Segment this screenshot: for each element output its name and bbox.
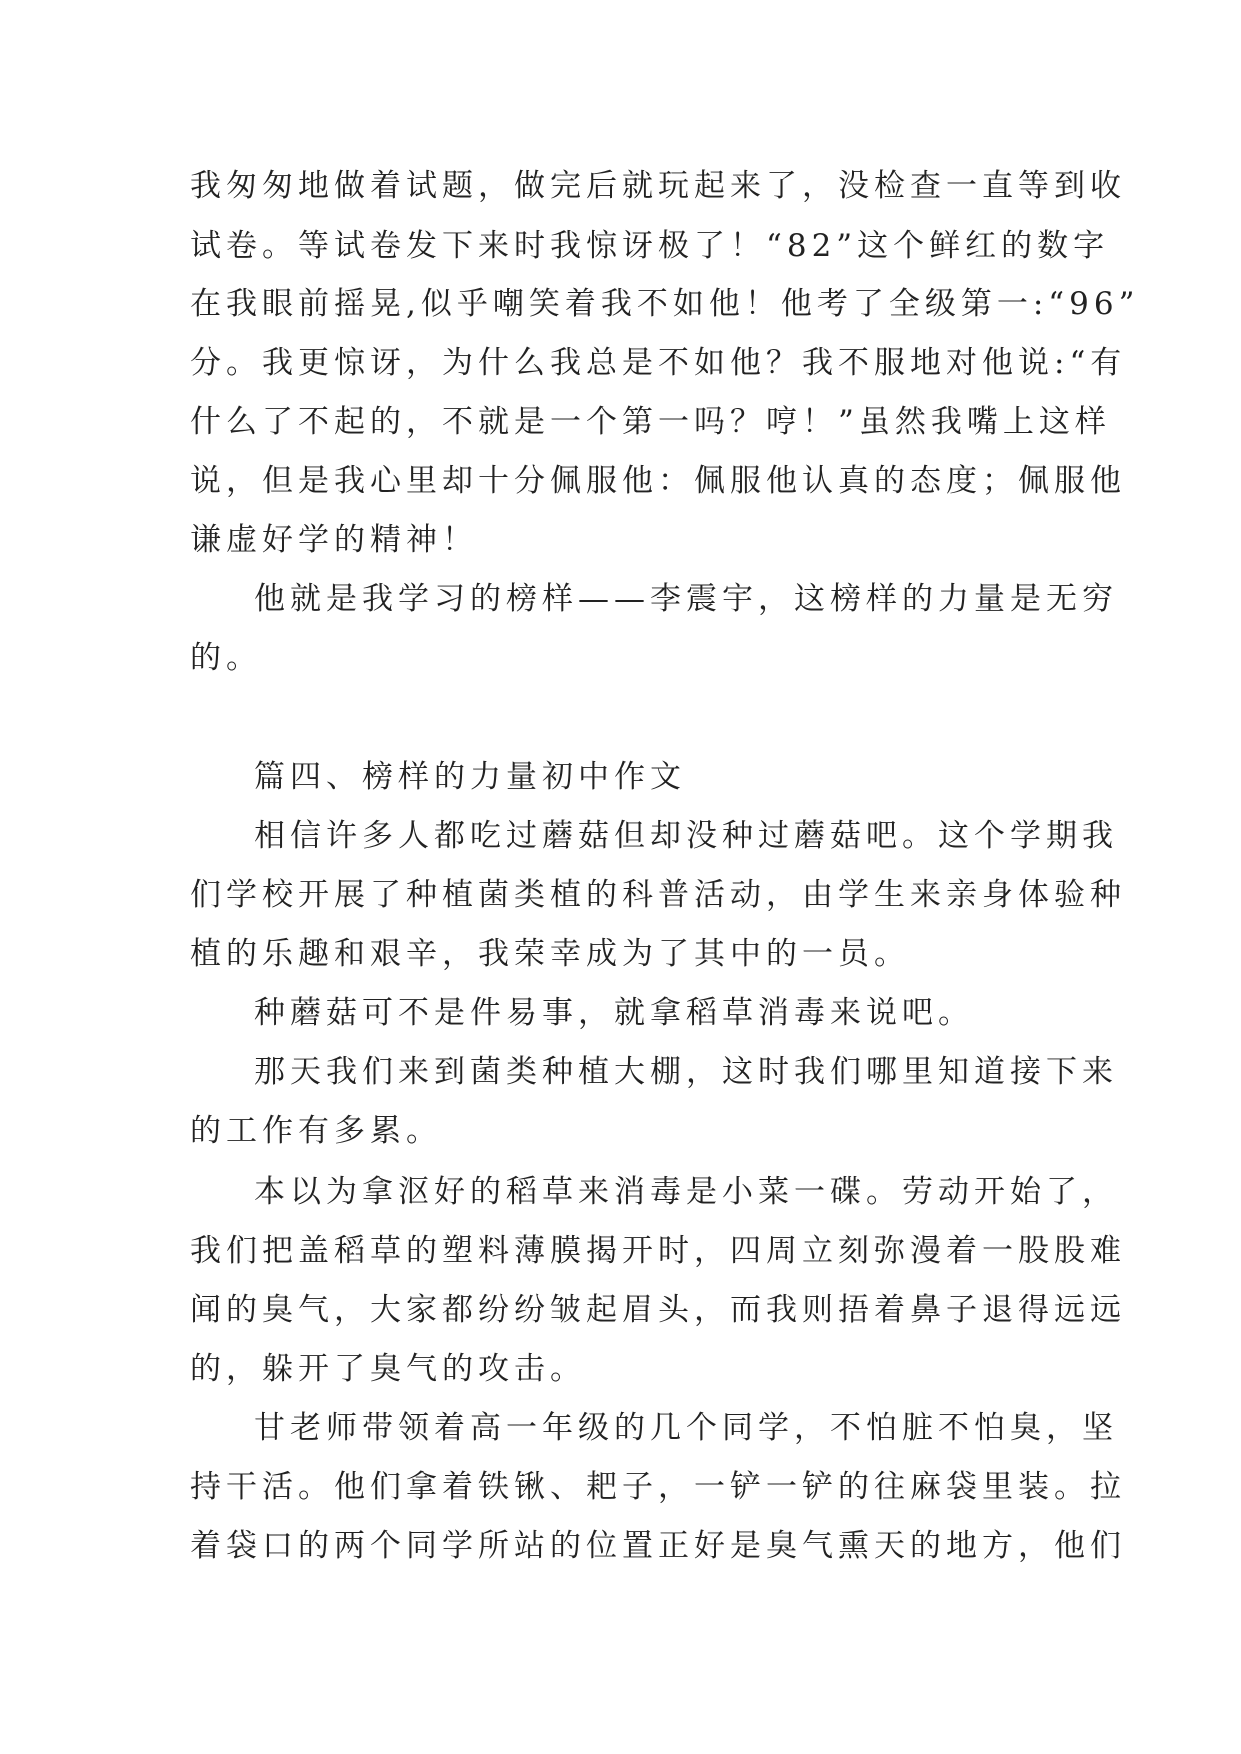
text-line: 的，躲开了臭气的攻击。 [190,1351,586,1387]
text-line: 说，但是我心里却十分佩服他：佩服他认真的态度；佩服他 [190,463,1126,499]
paragraph-start-line: 那天我们来到菌类种植大棚，这时我们哪里知道接下来 [254,1054,1118,1090]
text-line: 在我眼前摇晃,似乎嘲笑着我不如他！他考了全级第一:“96” [190,286,1140,322]
text-line: 我匆匆地做着试题，做完后就玩起来了，没检查一直等到收 [190,168,1126,204]
text-line: 着袋口的两个同学所站的位置正好是臭气熏天的地方，他们 [190,1528,1126,1564]
text-line: 的工作有多累。 [190,1113,442,1149]
text-line: 植的乐趣和艰辛，我荣幸成为了其中的一员。 [190,936,910,972]
paragraph-start-line: 相信许多人都吃过蘑菇但却没种过蘑菇吧。这个学期我 [254,818,1118,854]
text-line: 们学校开展了种植菌类植的科普活动，由学生来亲身体验种 [190,877,1126,913]
text-line: 试卷。等试卷发下来时我惊讶极了！“82”这个鲜红的数字 [190,228,1110,264]
paragraph-start-line: 甘老师带领着高一年级的几个同学，不怕脏不怕臭，坚 [254,1410,1118,1446]
text-line: 闻的臭气，大家都纷纷皱起眉头，而我则捂着鼻子退得远远 [190,1292,1126,1328]
paragraph-start-line: 种蘑菇可不是件易事，就拿稻草消毒来说吧。 [254,995,974,1031]
text-line: 我们把盖稻草的塑料薄膜揭开时，四周立刻弥漫着一股股难 [190,1233,1126,1269]
section-heading: 篇四、榜样的力量初中作文 [254,759,686,795]
text-line: 谦虚好学的精神！ [190,522,478,558]
paragraph-start-line: 本以为拿沤好的稻草来消毒是小菜一碟。劳动开始了， [254,1174,1118,1210]
text-line: 持干活。他们拿着铁锹、耙子，一铲一铲的往麻袋里装。拉 [190,1469,1126,1505]
text-line: 的。 [190,640,262,676]
text-line: 分。我更惊讶，为什么我总是不如他？我不服地对他说:“有 [190,345,1127,381]
paragraph-start-line: 他就是我学习的榜样——李震宇，这榜样的力量是无穷 [254,581,1118,617]
text-line: 什么了不起的，不就是一个第一吗？哼！”虽然我嘴上这样 [190,404,1111,440]
